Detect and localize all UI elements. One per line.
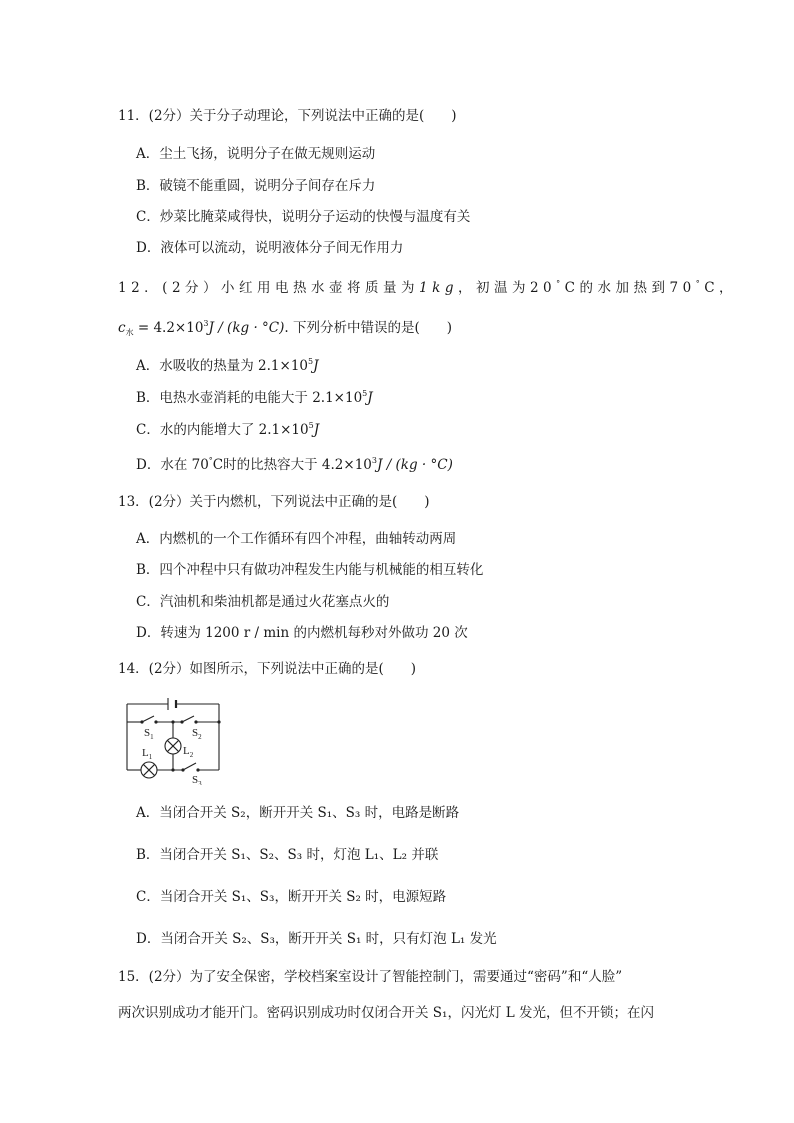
q13-option-c: C．汽油机和柴油机都是通过火花塞点火的 [136,594,390,610]
q12-deg2: ° [695,279,705,288]
q12-option-c-unit: J [313,422,320,438]
q12-stem-line2 [118,315,452,342]
label-s1: $S_1$ [144,727,154,741]
q12-option-d [136,452,453,474]
q12-stem-c: C的水加热到 [564,280,670,296]
q11-option-d: D．液体可以流动，说明液体分子间无作用力 [136,240,404,256]
q12-option-d-unit: J / (kg · °C) [376,457,453,473]
q12-option-d-text-a: D．水在 70 [136,457,209,473]
q11-option-a: A．尘土飞扬，说明分子在做无规则运动 [136,146,376,162]
q12-option-d-text-b: C时的比热容大于 4.2×10 [212,457,372,473]
q12-t2: 70 [669,280,696,296]
q14-stem: 14．(2分）如图所示，下列说法中正确的是( ) [118,661,417,677]
q12-option-d-exp: 3 [371,456,377,465]
q12-option-a-text: A．水吸收的热量为 2.1×10 [136,358,308,374]
q11-option-b: B．破镜不能重圆，说明分子间存在斥力 [136,178,376,194]
q12-stem-b: ，初温为 [457,280,530,296]
label-s3: $S_3$ [192,774,202,785]
q12-stem-e: . 下列分析中错误的是( ) [284,320,452,336]
q12-mass: 1kg [419,280,458,296]
q14-option-b: B．当闭合开关 S₁、S₂、S₃ 时，灯泡 L₁、L₂ 并联 [136,847,439,863]
q14-circuit-diagram [120,690,230,785]
q14-option-a: A．当闭合开关 S₂，断开开关 S₁、S₃ 时，电路是断路 [136,805,460,821]
q12-option-c [136,417,319,439]
q14-option-d: D．当闭合开关 S₂、S₃，断开开关 S₁ 时，只有灯泡 L₁ 发光 [136,931,497,947]
q12-c-value: = 4.2×10 [133,320,204,336]
label-l2: $L_2$ [183,745,194,759]
q13-stem: 13．(2分）关于内燃机，下列说法中正确的是( ) [118,494,430,510]
label-l1: $L_1$ [142,747,153,761]
q12-option-c-exp: 5 [308,421,314,430]
q13-option-a: A．内燃机的一个工作循环有四个冲程，曲轴转动两周 [136,531,457,547]
q12-option-a-exp: 5 [308,357,314,366]
q12-c-exp: 3 [203,319,209,328]
q12-option-b-unit: J [367,390,373,406]
label-s2: $S_2$ [192,727,202,741]
q15-line2: 两次识别成功才能开门。密码识别成功时仅闭合开关 S₁，闪光灯 L 发光，但不开锁；在闪 [118,1005,654,1021]
q12-stem-line1 [118,275,737,297]
q11-stem: 11．(2分）关于分子动理论，下列说法中正确的是( ) [118,108,457,124]
q12-stem-a: 12．(2分）小红用电热水壶将质量为 [118,280,420,296]
q12-c-sub: 水 [125,328,134,337]
q13-option-b: B．四个冲程中只有做功冲程发生内能与机械能的相互转化 [136,562,484,578]
q12-option-a [136,353,319,375]
q12-option-d-deg: ° [208,456,213,465]
q13-option-d: D．转速为 1200 r / min 的内燃机每秒对外做功 20 次 [136,625,468,641]
q12-c-unit: J / (kg · °C) [208,320,285,336]
q12-option-c-text: C．水的内能增大了 2.1×10 [136,422,309,438]
q12-option-b-text: B．电热水壶消耗的电能大于 2.1×10 [136,390,363,406]
q15-line1: 15．(2分）为了安全保密，学校档案室设计了智能控制门，需要通过“密码”和“人脸” [118,969,623,985]
q12-option-b [136,385,373,407]
q12-deg1: ° [556,279,565,288]
q12-stem-d: C， [704,280,738,296]
q12-option-a-unit: J [313,358,319,374]
q12-c-symbol: c [118,320,126,336]
q14-option-c: C．当闭合开关 S₁、S₃，断开开关 S₂ 时，电源短路 [136,889,447,905]
q12-option-b-exp: 5 [362,389,368,398]
q12-t1: 20 [529,280,557,296]
q11-option-c: C．炒菜比腌菜咸得快，说明分子运动的快慢与温度有关 [136,209,471,225]
